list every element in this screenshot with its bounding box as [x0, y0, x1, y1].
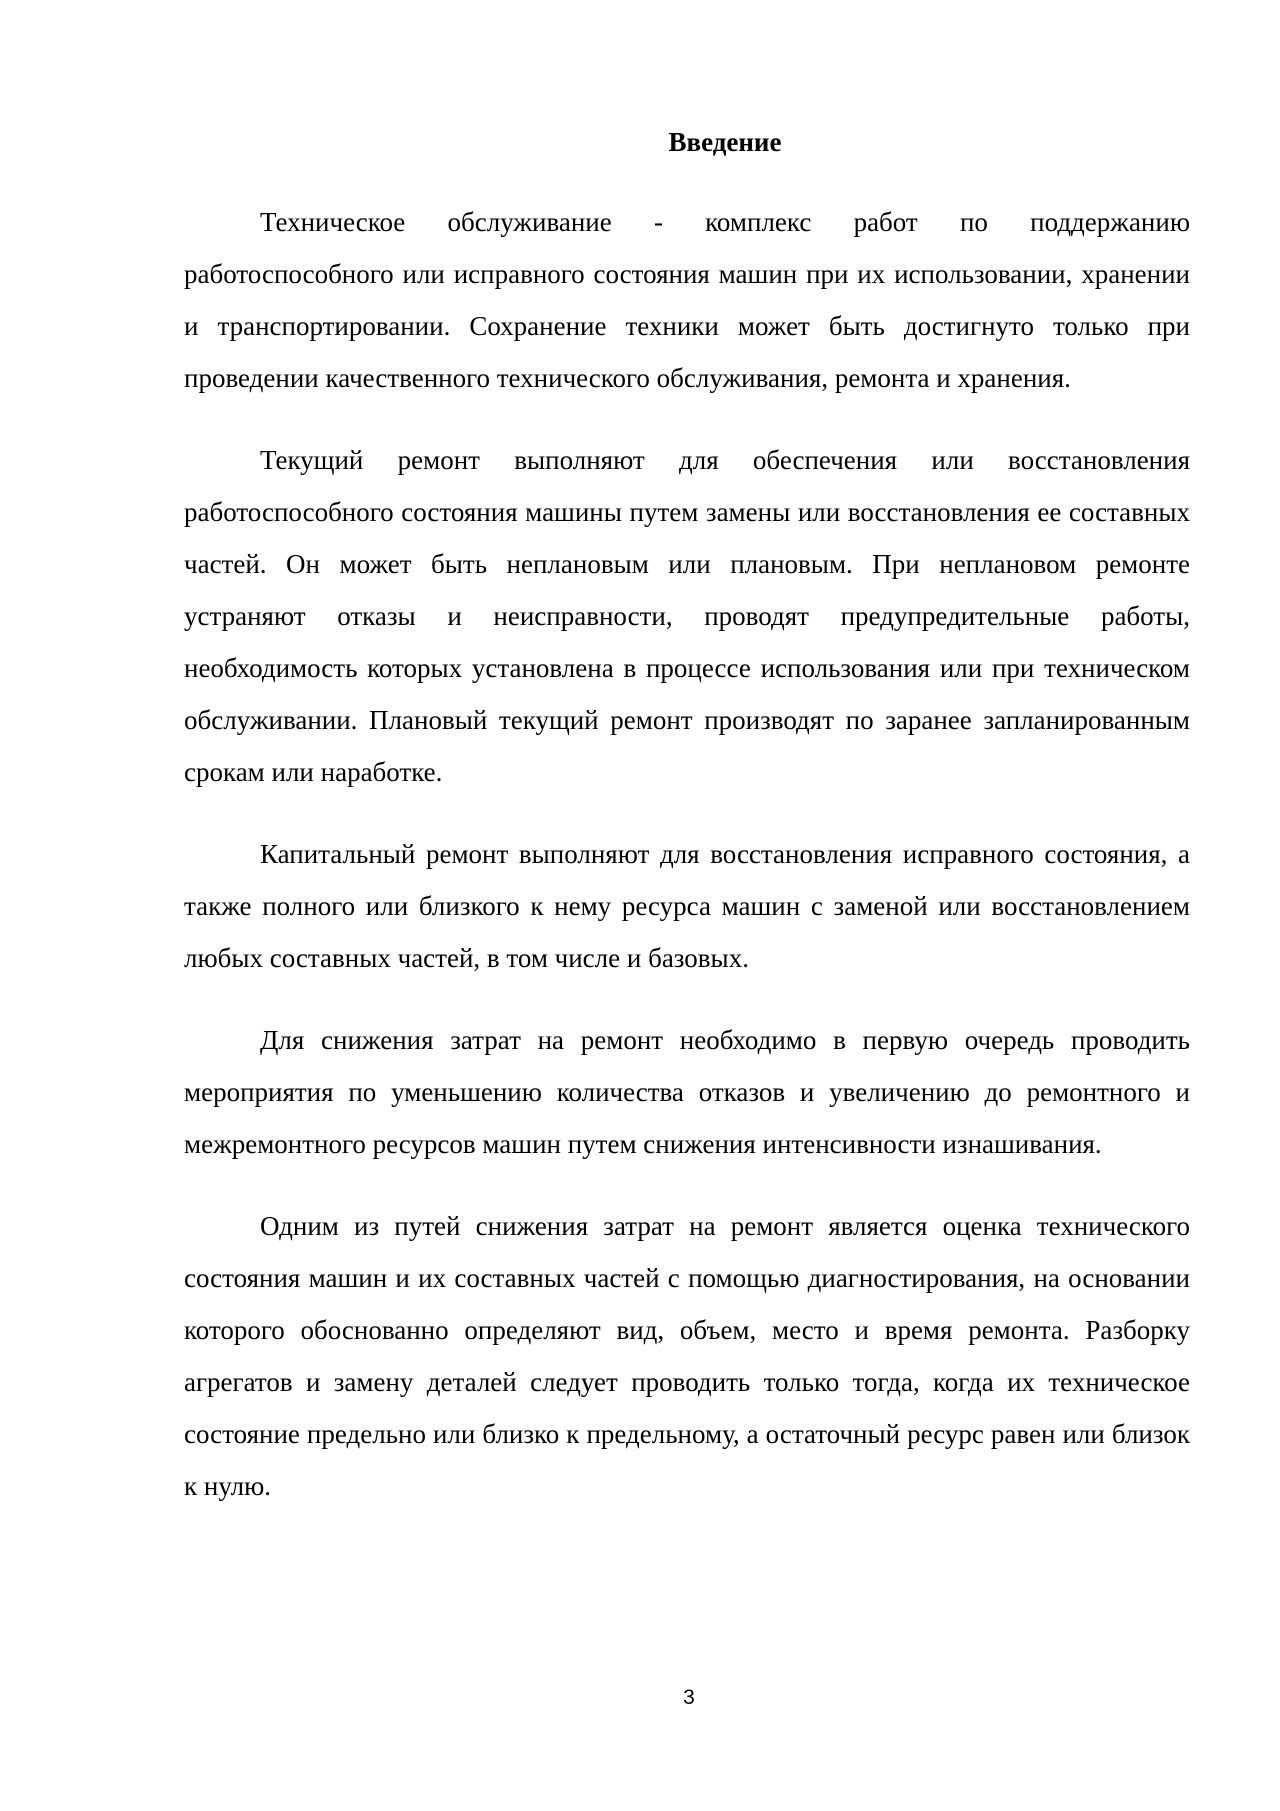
paragraph-maintenance: Техническое обслуживание - комплекс работ по поддержанию работоспособного или исправного состояния машин при их использовании, хранении и транспортировании. Сохранение техники может быть достигнуто только при проведении качественного технического обслуживания, ремонта и хранения.	[184, 207, 1190, 393]
document-body	[184, 196, 1190, 1542]
paragraph-cost-reduction: Для снижения затрат на ремонт необходимо в первую очередь проводить мероприятия по уменьшению количества отказов и увеличению до ремонтного и межремонтного ресурсов машин путем снижения интенсивности изнашивания.	[184, 1025, 1190, 1159]
paragraph-capital-repair: Капитальный ремонт выполняют для восстановления исправного состояния, а также полного или близкого к нему ресурса машин с заменой или восстановлением любых составных частей, в том числе и базовых.	[184, 839, 1190, 973]
page-number: 3	[683, 1686, 695, 1709]
paragraph-diagnostics: Одним из путей снижения затрат на ремонт является оценка технического состояния машин и их составных частей с помощью диагностирования, на основании которого обоснованно определяют вид, объем, место и время ремонта. Разборку агрегатов и замену деталей следует проводить только тогда, когда их техническое состояние предельно или близко к предельному, а остаточный ресурс равен или близок к нулю.	[184, 1211, 1190, 1501]
paragraph-current-repair: Текущий ремонт выполняют для обеспечения или восстановления работоспособного состояния машины путем замены или восстановления ее составных частей. Он может быть неплановым или плановым. При неплановом ремонте устраняют отказы и неисправности, проводят предупредительные работы, необходимость которых установлена в процессе использования или при техническом обслуживании. Плановый текущий ремонт производят по заранее запланированным срокам или наработке.	[184, 445, 1190, 787]
page-title: Введение	[668, 127, 782, 157]
